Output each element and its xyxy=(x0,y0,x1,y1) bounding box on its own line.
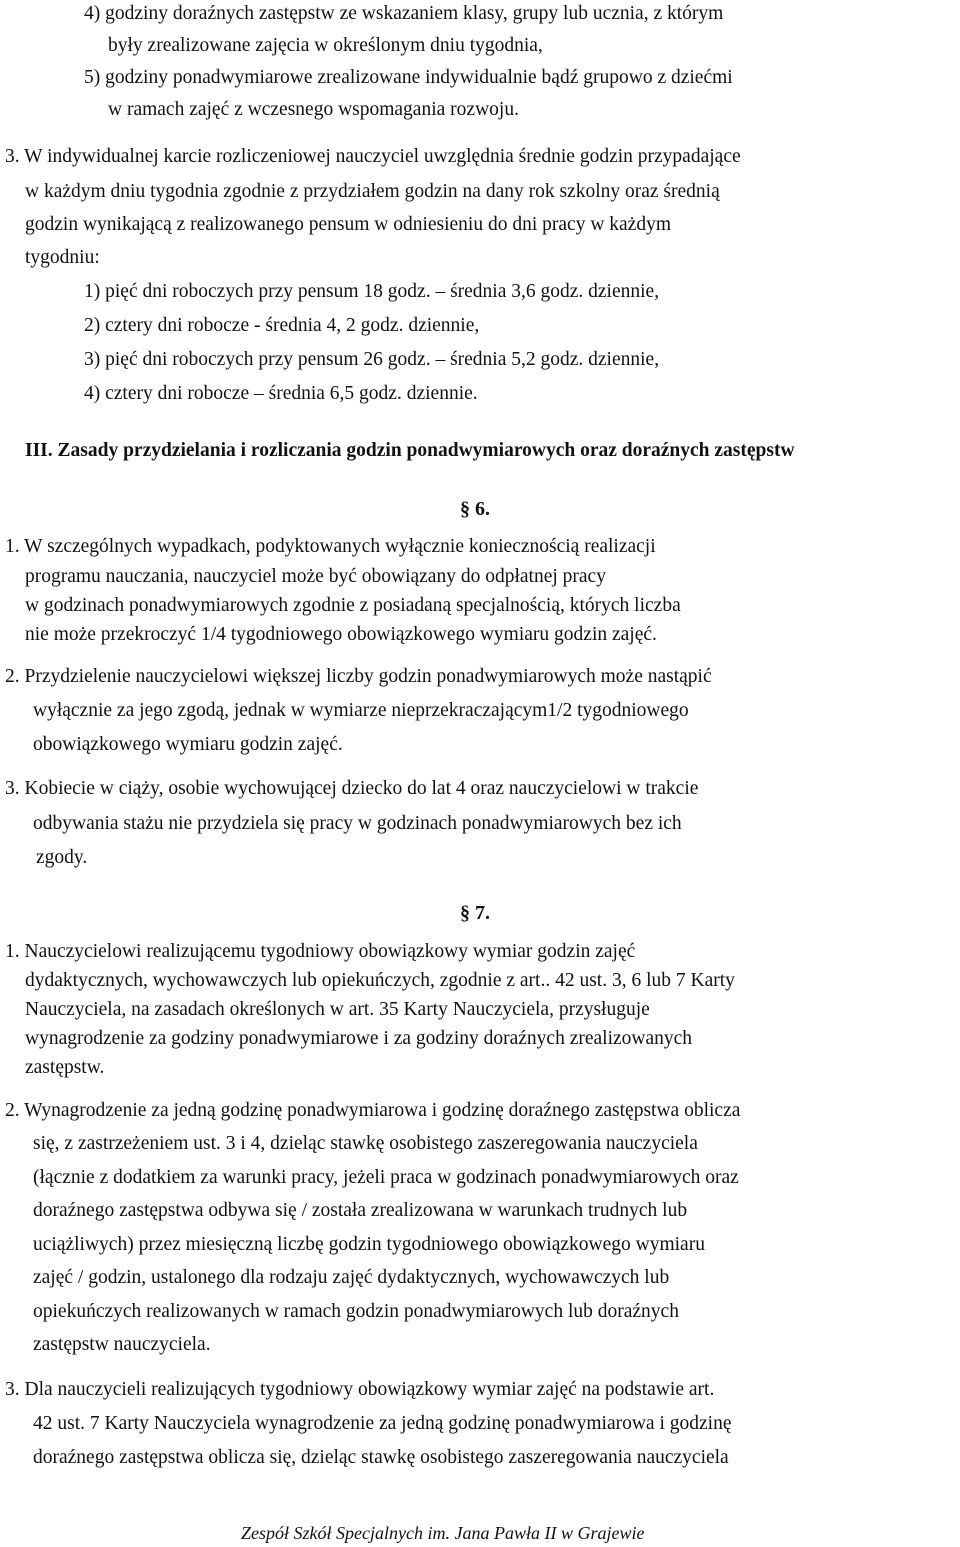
section-6-mark: § 6. xyxy=(460,498,490,520)
s7-p1-line: Nauczyciela, na zasadach określonych w art. 35 Karty Nauczyciela, przysługuje xyxy=(25,999,650,1020)
point3-item: 4) cztery dni robocze – średnia 6,5 godz. dziennie. xyxy=(84,383,478,404)
s7-p1-line: wynagrodzenie za godziny ponadwymiarowe i za godziny doraźnych zrealizowanych xyxy=(25,1028,693,1049)
s7-p2-line: 2. Wynagrodzenie za jedną godzinę ponadwymiarowa i godzinę doraźnego zastępstwa oblicza xyxy=(5,1100,741,1121)
point3-line: 3. W indywidualnej karcie rozliczeniowej nauczyciel uwzględnia średnie godzin przypadające xyxy=(5,146,741,167)
s6-p1-line: w godzinach ponadwymiarowych zgodnie z posiadaną specjalnością, których liczba xyxy=(25,595,681,616)
chapter-heading: III. Zasady przydzielania i rozliczania godzin ponadwymiarowych oraz doraźnych zastępstw xyxy=(25,440,795,461)
s7-p3-line: 3. Dla nauczycieli realizujących tygodniowy obowiązkowy wymiar zajęć na podstawie art. xyxy=(5,1379,715,1400)
s6-p1-line: programu nauczania, nauczyciel może być obowiązany do odpłatnej pracy xyxy=(25,566,606,587)
point3-line: tygodniu: xyxy=(25,247,100,268)
s7-p2-line: opiekuńczych realizowanych w ramach godzin ponadwymiarowych lub doraźnych xyxy=(33,1301,679,1322)
s7-p2-line: (łącznie z dodatkiem za warunki pracy, jeżeli praca w godzinach ponadwymiarowych oraz xyxy=(33,1167,739,1188)
section-7-mark: § 7. xyxy=(460,902,490,924)
s7-p1-line: 1. Nauczycielowi realizującemu tygodniowy obowiązkowy wymiar godzin zajęć xyxy=(5,941,636,962)
top-list-line: w ramach zajęć z wczesnego wspomagania rozwoju. xyxy=(108,99,519,120)
s6-p3-line: zgody. xyxy=(36,847,88,868)
s7-p3-line: doraźnego zastępstwa oblicza się, dzieląc stawkę osobistego zaszeregowania nauczyciela xyxy=(33,1447,729,1468)
point3-item: 1) pięć dni roboczych przy pensum 18 godz. – średnia 3,6 godz. dziennie, xyxy=(84,281,660,302)
s6-p2-line: wyłącznie za jego zgodą, jednak w wymiarze nieprzekraczającym1/2 tygodniowego xyxy=(33,700,689,721)
top-list-line: 5) godziny ponadwymiarowe zrealizowane indywidualnie bądź grupowo z dziećmi xyxy=(84,67,733,88)
s7-p1-line: zastępstw. xyxy=(25,1057,105,1078)
s7-p2-line: się, z zastrzeżeniem ust. 3 i 4, dzieląc stawkę osobistego zaszeregowania nauczyciela xyxy=(33,1133,698,1154)
top-list-line: 4) godziny doraźnych zastępstw ze wskazaniem klasy, grupy lub ucznia, z którym xyxy=(84,3,724,24)
s7-p2-line: zajęć / godzin, ustalonego dla rodzaju zajęć dydaktycznych, wychowawczych lub xyxy=(33,1267,670,1288)
point3-item: 3) pięć dni roboczych przy pensum 26 godz. – średnia 5,2 godz. dziennie, xyxy=(84,349,660,370)
point3-item: 2) cztery dni robocze - średnia 4, 2 godz. dziennie, xyxy=(84,315,480,336)
s7-p2-line: uciążliwych) przez miesięczną liczbę godzin tygodniowego obowiązkowego wymiaru xyxy=(33,1234,705,1255)
top-list-line: były zrealizowane zajęcia w określonym dniu tygodnia, xyxy=(108,35,543,56)
s6-p3-line: 3. Kobiecie w ciąży, osobie wychowującej dziecko do lat 4 oraz nauczycielowi w trakcie xyxy=(5,778,699,799)
s7-p2-line: doraźnego zastępstwa odbywa się / została zrealizowana w warunkach trudnych lub xyxy=(33,1200,688,1221)
s6-p3-line: odbywania stażu nie przydziela się pracy w godzinach ponadwymiarowych bez ich xyxy=(33,813,682,834)
s6-p2-line: 2. Przydzielenie nauczycielowi większej liczby godzin ponadwymiarowych może nastąpić xyxy=(5,666,712,687)
s6-p2-line: obowiązkowego wymiaru godzin zajęć. xyxy=(33,734,343,755)
s7-p3-line: 42 ust. 7 Karty Nauczyciela wynagrodzenie za jedną godzinę ponadwymiarowa i godzinę xyxy=(33,1413,732,1434)
s7-p2-line: zastępstw nauczyciela. xyxy=(33,1334,211,1355)
s6-p1-line: nie może przekroczyć 1/4 tygodniowego obowiązkowego wymiaru godzin zajęć. xyxy=(25,624,657,645)
point3-line: w każdym dniu tygodnia zgodnie z przydziałem godzin na dany rok szkolny oraz średnią xyxy=(25,181,720,202)
page-footer: Zespół Szkół Specjalnych im. Jana Pawła II w Grajewie xyxy=(241,1523,645,1543)
s7-p1-line: dydaktycznych, wychowawczych lub opiekuńczych, zgodnie z art.. 42 ust. 3, 6 lub 7 Karty xyxy=(25,970,735,991)
point3-line: godzin wynikającą z realizowanego pensum w odniesieniu do dni pracy w każdym xyxy=(25,214,672,235)
s6-p1-line: 1. W szczególnych wypadkach, podyktowanych wyłącznie koniecznością realizacji xyxy=(5,536,656,557)
